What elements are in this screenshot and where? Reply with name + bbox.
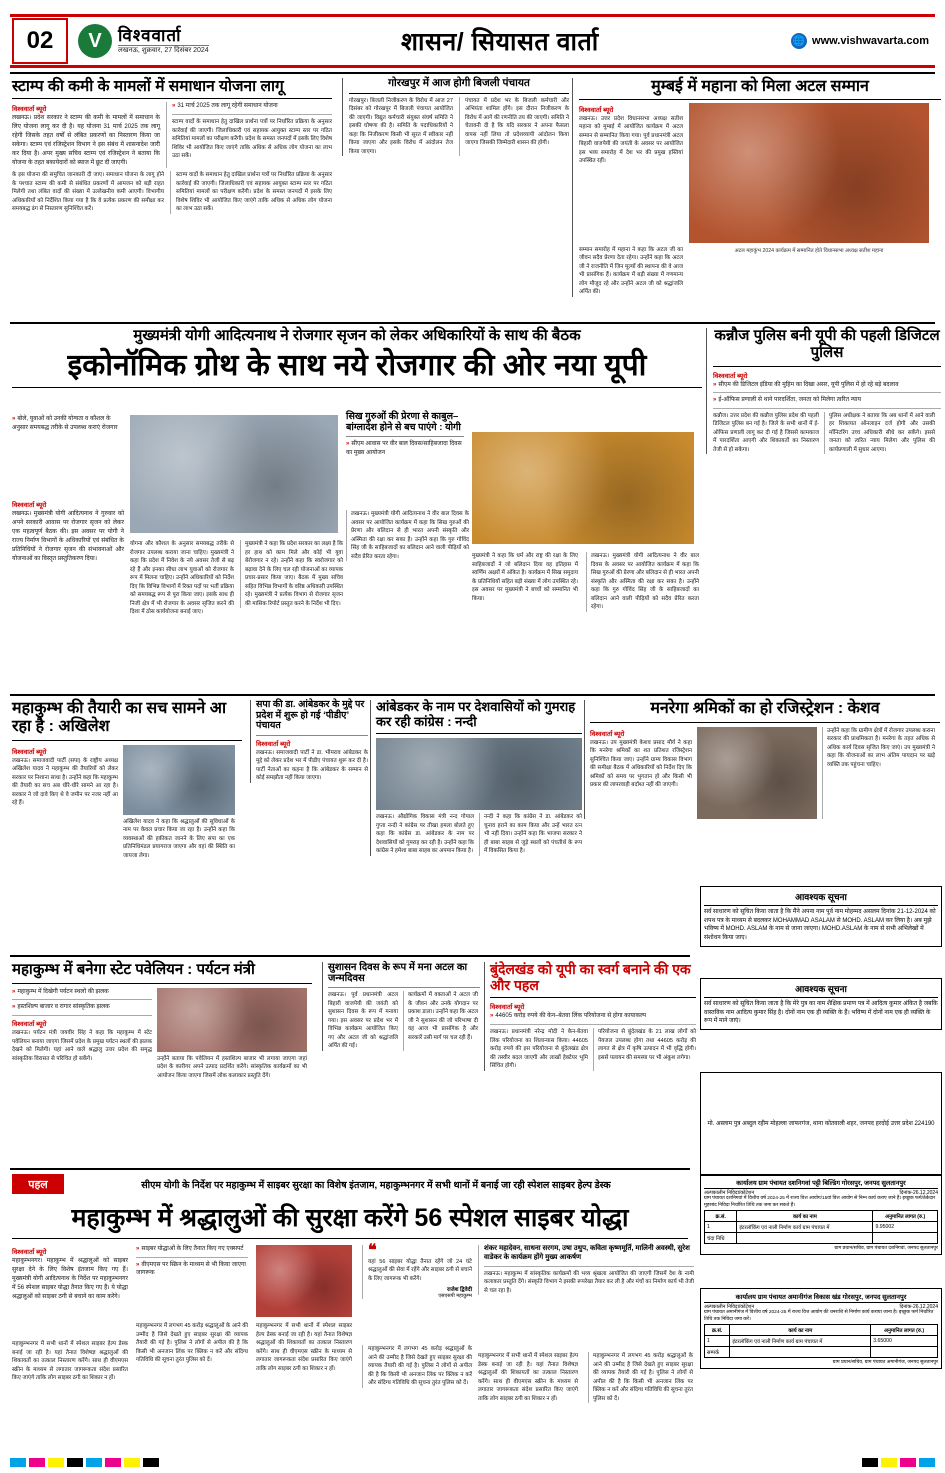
table-row [705,1346,938,1357]
body-col: महाकुम्भनगर में लगभग 45 करोड़ श्रद्धालुओं के आने की उम्मीद है जिसे देखते हुए साइबर सुरक्षा की व्यापक तैयारी की गई है। पुलिस ने लोगों से अपील की है कि किसी भी अनजान लिंक पर क्लिक न करें और संदिग्ध गतिविधि की सूचना तुरंत पुलिस को दें। [588,1352,693,1403]
masthead [10,14,935,68]
photo-pavilion [157,988,307,1052]
story-gorakhpur [342,78,569,156]
kicker-text: सीएम योगी के निर्देश पर महाकुम्भ में साइबर सुरक्षा का विशेष इंतजाम, महाकुम्भनगर में सभी थानों में बनाई जा रही स्पेशल साइबर हेल्प डेस्क [141,1179,611,1191]
photo-caption: अटल महाकुंभ 2024 कार्यक्रम में सम्मानित होते विधानसभा अध्यक्ष सतीश महाना [734,247,884,254]
logo-icon: V [78,24,112,58]
body-col: स्टाम्प वादों के समाधान हेतु दाखिल प्रार्थना पत्रों पर निर्धारित प्रक्रिया के अनुसार कार्रवाई की जाएगी। जिलाधिकारी एवं सहायक आयुक्त स्टाम्प स्तर पर गठित समितियां मामलों का परीक्षण करेंगी। प्रदेश के समस्त जनपदों में इसके लिए विशेष शिविर भी आयोजित किए जाएंगे ताकि अधिक से अधिक लोग योजना का लाभ उठा सकें। [170,171,332,214]
tender-cell: इंटरलॉकिंग एवं नाली निर्माण कार्य ग्राम पंचायत में [730,1335,871,1346]
website-url: www.vishwavarta.com [812,35,929,47]
cyber-kicker-band [12,1174,688,1194]
tender-cell: 1 [705,1335,730,1346]
photo-sikh [472,432,694,544]
lead-paragraph: लखनऊ। मुख्यमंत्री योगी आदित्यनाथ ने गुरुवार को अपने सरकारी आवास पर रोजगार सृजन को लेकर एक महत्वपूर्ण बैठक की। इस अवसर पर योगी ने राज्य निर्माण विभागों के अधिकारियों एवं संबंधित के प्रतिनिधियों ने रोजगार सृजन की संभावनाओं और योजनाओं का विस्तृत प्रस्तुतिकरण दिया। [12,511,124,562]
byline: विश्ववार्ता ब्यूरो [490,1004,525,1012]
notice-body: सर्व साधारण को सूचित किया जाता है कि मेरे पुत्र का नाम शैक्षिक प्रमाण पत्र में आदित्य कुमार अंकित है जबकि वास्तविक नाम आदित्य कुमार सिंह है। दोनों नाम एक ही व्यक्ति के हैं। भविष्य में दोनों नाम एक ही व्यक्ति के रूप में माने जाएं। [704,1001,938,1025]
story-mumbai [572,78,941,297]
bullet-item: » ई-ऑफिस प्रणाली से थाने पारदर्शिता, जनता को मिलेगा त्वरित न्याय [713,397,861,404]
table-row [705,1221,938,1232]
photo-cm-meeting [130,415,338,533]
story-pavilion [12,962,312,1080]
story-sikh [346,412,464,458]
bullet-item: » सीएम की डिजिटल इंडिया की मुहिम का दिखा असर, यूपी पुलिस में हो रहे बड़े बदलाव [713,381,899,388]
headline: स्टाम्प की कमी के मामलों में समाधान योजना लागू [12,78,284,95]
body-col: लखनऊ। पूर्व प्रधानमंत्री अटल बिहारी वाजपेयी की जयंती को सुशासन दिवस के रूप में मनाया गया। इस अवसर पर प्रदेश भर में विभिन्न कार्यक्रम आयोजित किए गए और अटल जी को श्रद्धांजलि अर्पित की गई। [328,992,398,1050]
cm-byline-block [12,498,124,564]
byline: विश्ववार्ता ब्यूरो [579,106,614,114]
headline: महाकुम्भ की तैयारी का सच सामने आ रहा है : अखिलेश [12,700,227,735]
photo-akhilesh [123,745,235,815]
tender-footer-label: सम्पर्क [705,1346,730,1357]
tender-sign: ग्राम प्रधान/सचिव, ग्राम पंचायत अमानीगंज, जनपद सुलतानपुर [832,1359,938,1365]
table-row [705,1232,938,1243]
body-col: महाकुम्भनगर में लगभग 45 करोड़ श्रद्धालुओं के आने की उम्मीद है जिसे देखते हुए साइबर सुरक्षा की व्यापक तैयारी की गई है। पुलिस ने लोगों से अपील की है कि किसी भी अनजान लिंक पर क्लिक न करें और संदिग्ध गतिविधि की सूचना तुरंत पुलिस को दें। [362,1345,472,1388]
tender-sign: ग्राम प्रधान/सचिव, ग्राम पंचायत दशनिगवां, जनपद सुलतानपुर [834,1245,938,1251]
cyber-quote [362,1242,472,1300]
page-number: 02 [12,18,68,64]
byline: विश्ववार्ता ब्यूरो [713,372,748,380]
body-col: सम्मान समारोह में महाना ने कहा कि अटल जी का जीवन सदैव प्रेरणा देता रहेगा। उन्होंने कहा कि अटल जी ने राजनीति में जिन मूल्यों की स्थापना की वे आज भी प्रासंगिक हैं। कार्यक्रम में बड़ी संख्या में गणमान्य लोग मौजूद रहे और उन्होंने अटल जी को श्रद्धांजलि अर्पित की। [579,246,683,296]
tender-col: क्र.सं. [705,1324,730,1335]
lead-paragraph: महाकुम्भनगर। महाकुम्भ में श्रद्धालुओं को साइबर सुरक्षा देने के लिए विशेष इंतजाम किए गए हैं। मुख्यमंत्री योगी आदित्यनाथ के निर्देश पर महाकुम्भनगर में 56 स्पेशल साइबर योद्धा तैनात किए गए हैं। ये योद्धा श्रद्धालुओं को साइबर ठगी से बचाने का काम करेंगे। [12,1258,128,1300]
sidebar-headline: शंकर महादेवन, साधना सरगम, उषा उथुप, कविता कृष्णमूर्ति, मालिनी अवस्थी, सुरेश वाडेकर के कार्यक्रम होंगे मुख्य आकर्षण [484,1245,690,1261]
bullet-item: » सीएम आवास पर वीर बाल दिवस/साहिबजादा दिवस का मुख्य आयोजन [346,441,462,456]
color-registration-bar [10,1458,159,1467]
cyber-sidebar [478,1245,694,1295]
byline: विश्ववार्ता ब्यूरो [256,740,291,748]
cm-bullets [12,415,124,432]
table-row [705,1335,938,1346]
tender-col: अनुमानित लागत (रु.) [871,1324,938,1335]
tender-box-1 [700,1174,942,1255]
body-col: मुख्यमंत्री ने कहा कि प्रदेश सरकार का लक्ष्य है कि हर हाथ को काम मिले और कोई भी युवा बेरोजगार न रहे। उन्होंने कहा कि स्वरोजगार को बढ़ावा देने के लिए चल रही योजनाओं का व्यापक प्रचार-प्रसार किया जाए। बैठक में मुख्य सचिव सहित विभिन्न विभागों के वरिष्ठ अधिकारी उपस्थित रहे। मुख्यमंत्री ने प्रत्येक विभाग से रोजगार सृजन की मासिक रिपोर्ट प्रस्तुत करने के निर्देश भी दिए। [240,540,343,608]
byline: विश्ववार्ता ब्यूरो [12,1249,47,1256]
globe-icon: 🌐 [791,33,807,49]
tender-table [704,1324,938,1358]
notice-seal [700,1072,942,1176]
body-col: कन्नौज। उत्तर प्रदेश की कन्नौज पुलिस प्रदेश की पहली डिजिटल पुलिस बन गई है। जिले के सभी थानों में ई-ऑफिस प्रणाली लागू कर दी गई है जिससे कामकाज में पारदर्शिता आएगी और शिकायतों का निस्तारण तेजी से हो सकेगा। [713,412,819,453]
body-col: लखनऊ। समाजवादी पार्टी ने डा. भीमराव आंबेडकर के मुद्दे को लेकर प्रदेश भर में पीडीए पंचायत शुरू कर दी है। पार्टी नेताओं का कहना है कि आंबेडकर के सम्मान से कोई समझौता नहीं किया जाएगा। [256,749,368,782]
body-col: लखनऊ। मुख्यमंत्री योगी आदित्यनाथ ने वीर बाल दिवस के अवसर पर आयोजित कार्यक्रम में कहा कि सिख गुरुओं की प्रेरणा और बलिदान से ही भारत अपनी संस्कृति और अस्मिता की रक्षा कर सका है। उन्होंने कहा कि गुरु गोविंद सिंह जी के साहिबजादों का बलिदान आने वाली पीढ़ियों को सदैव प्रेरित करता रहेगा। [586,552,699,612]
body-col: नन्दी ने कहा कि कांग्रेस ने डा. आंबेडकर को चुनाव हराने का काम किया और उन्हें भारत रत्न भी नहीं दिया। उन्होंने कहा कि भाजपा सरकार ने ही बाबा साहब से जुड़े स्थलों को पंचतीर्थ के रूप में विकसित किया है। [479,813,582,856]
bullet-item: » महाकुम्भ में दिखेगी पर्यटन स्थलों की झलक [12,988,109,995]
lead-paragraph: लखनऊ। प्रदेश सरकार ने स्टाम्प की कमी के मामलों में समाधान के लिए योजना लागू कर दी है। यह योजना 31 मार्च 2025 तक लागू रहेगी जिसके तहत वर्षों से लंबित प्रकरणों का निस्तारण किया जा सकेगा। स्टाम्प एवं रजिस्ट्रेशन विभाग ने इस संबंध में शासनादेश जारी कर दिया है। अपर मुख्य सचिव स्टाम्प एवं रजिस्ट्रेशन ने बताया कि योजना के तहत बकायेदारों को ब्याज में छूट दी जाएगी। [12,115,160,167]
tender-cell: 9.95002 [873,1221,938,1232]
tender-subheader: अल्पकालीन निविदा/कोटेशन [704,1190,755,1196]
story-susashan [322,962,480,1051]
tender-date: दिनांक-26.12.2024 [899,1190,938,1196]
tender-footer-label: चंदा निधि [705,1232,737,1243]
body-col: लखनऊ। समाजवादी पार्टी (सपा) के राष्ट्रीय अध्यक्ष अखिलेश यादव ने महाकुम्भ की तैयारियों को लेकर सरकार पर निशाना साधा है। उन्होंने कहा कि महाकुम्भ की तैयारी का सच अब धीरे-धीरे सामने आ रहा है। सरकार ने जो दावे किए थे वे जमीन पर नजर नहीं आ रहे हैं। [12,757,118,807]
tender-col: क्र.सं. [705,1210,737,1221]
headline: मुम्बई में महाना को मिला अटल सम्मान [651,78,869,95]
body-col: लखनऊ। महाकुम्भ में सांस्कृतिक कार्यक्रमों की भव्य श्रृंखला आयोजित की जाएगी जिसमें देश के नामी कलाकार प्रस्तुति देंगे। संस्कृति विभाग ने इसकी रूपरेखा तैयार कर ली है और मंचों का निर्माण कार्य भी तेजी से चल रहा है। [484,1270,694,1294]
notice-seal-text: मो. अस्लाम पुत्र अब्दुल रहीम मोहल्ला जाफरगंज, थाना कोतवाली शहर, जनपद हरदोई उत्तर प्रदेश 224190 [707,1120,935,1127]
bullet-item: » वीएमएस पर स्क्रिन के माध्यम से भी किया जाएगा जागरूक [136,1261,246,1277]
byline: विश्ववार्ता ब्यूरो [12,748,47,756]
tender-cell: इंटरलॉकिंग एवं नाली निर्माण कार्य ग्राम पंचायत में [737,1221,873,1232]
story-kannauj [706,328,941,454]
body-col: के इस योजना की समुचित जानकारी दी जाए। समाधान योजना के लागू होने के पश्चात स्टाम्प की कमी से संबंधित प्रकरणों में आमजन को बड़ी राहत मिलेगी तथा लंबित वादों की संख्या में उल्लेखनीय कमी आएगी। विभागीय अधिकारियों को निर्देशित किया गया है कि वे प्रत्येक प्रकरण की समीक्षा कर समयबद्ध ढंग से निस्तारण सुनिश्चित करें। [12,172,164,213]
cyber-bullets [136,1245,248,1278]
section-title: शासन/ सियासत वार्ता [401,28,599,56]
tender-cell: 3.65000 [871,1335,938,1346]
tender-table [704,1210,938,1244]
headline: इकोनॉमिक ग्रोथ के साथ नये रोजगार की ओर नया यूपी [67,348,647,382]
photo-mahakumbh-logo [256,1245,352,1317]
story-nandi [370,700,582,856]
headline: बुंदेलखंड को यूपी का स्वर्ग बनाने की एक और पहल [490,961,691,993]
website-link[interactable] [791,33,929,49]
tender-col: अनुमानित लागत (रु.) [873,1210,938,1221]
headline: मनरेगा श्रमिकों का हो रजिस्ट्रेशन : केशव [650,700,880,717]
logo-name: विश्ववार्ता [118,26,182,46]
byline: विश्ववार्ता ब्यूरो [12,106,47,114]
quote-text: यहां 56 साइबर योद्धा तैनात रहेंगे जो 24 घंटे श्रद्धालुओं की सेवा में रहेंगे और साइबर ठगी से बचाने के लिए जागरूक भी करेंगे। [368,1258,472,1282]
photo-nandi [376,738,582,810]
bullet-item: » 44605 करोड़ रुपये की केन–बेतवा लिंक परियोजना से होगा कायाकल्प [490,1013,647,1020]
headline: महाकुम्भ में बनेगा स्टेट पवेलियन : पर्यटन मंत्री [12,961,255,978]
tender-cell: 1 [705,1221,737,1232]
tender-note: ग्राम पंचायत अमानीगंज में वित्तीय वर्ष 2024-25 में राज्य वित्त आयोग की धनराशि से निर्माण कार्य कराया जाना है। इच्छुक फर्म निर्धारित तिथि तक निविदा जमा करें। [704,1310,934,1322]
color-registration-bar-right [862,1458,935,1467]
headline: सपा की डा. आंबेडकर के मुद्दे पर प्रदेश में शुरू हो गई ‘पीडीए’ पंचायत [256,699,365,732]
body-col: पंचायत में प्रदेश भर के बिजली कर्मचारी और अभियंता शामिल होंगे। इस दौरान निजीकरण के विरोध में आगे की रणनीति तय की जाएगी। समिति ने चेतावनी दी है कि यदि सरकार ने अपना फैसला वापस नहीं लिया तो प्रदेशव्यापी आंदोलन किया जाएगा जिसकी जिम्मेदारी शासन की होगी। [459,97,569,157]
body-col: लखनऊ। उत्तर प्रदेश विधानसभा अध्यक्ष सतीश महाना को मुम्बई में आयोजित कार्यक्रम में अटल सम्मान से सम्मानित किया गया। पूर्व प्रधानमंत्री अटल बिहारी वाजपेयी की जयंती के अवसर पर आयोजित इस भव्य समारोह में देश भर की प्रमुख हस्तियां उपस्थित रहीं। [579,115,683,165]
story-cm-meeting [12,328,702,388]
tender-note: ग्राम पंचायत दशनिगवां में वित्तीय वर्ष 2024-25 में राज्य वित्त आयोग/15वां वित्त आयोग से निम्न कार्य कराए जाने हैं। इच्छुक फर्म/ठेकेदार मुहरबंद निविदा निर्धारित तिथि तक जमा कर सकते हैं। [704,1196,936,1208]
kicker-label: पहल [12,1174,64,1194]
body-col: लखनऊ। मुख्यमंत्री योगी आदित्यनाथ ने वीर बाल दिवस के अवसर पर आयोजित कार्यक्रम में कहा कि सिख गुरुओं की प्रेरणा और बलिदान से ही भारत अपनी संस्कृति और अस्मिता की रक्षा कर सका है। उन्होंने कहा कि गुरु गोविंद सिंह जी के साहिबजादों का बलिदान आने वाली पीढ़ियों को सदैव प्रेरित करता रहेगा। [346,510,469,561]
body-col: लखनऊ। औद्योगिक विकास मंत्री नन्द गोपाल गुप्ता नन्दी ने कांग्रेस पर तीखा हमला बोलते हुए कहा कि कांग्रेस डा. आंबेडकर के नाम पर देशवासियों को गुमराह कर रही है। उन्होंने कहा कि कांग्रेस ने हमेशा बाबा साहब का अपमान किया है। [376,814,474,855]
body-col: स्टाम्प वादों के समाधान हेतु दाखिल प्रार्थना पत्रों पर निर्धारित प्रक्रिया के अनुसार कार्रवाई की जाएगी। जिलाधिकारी एवं सहायक आयुक्त स्टाम्प स्तर पर गठित समितियां मामलों का परीक्षण करेंगी। प्रदेश के समस्त जनपदों में इसके लिए विशेष शिविर भी आयोजित किए जाएंगे ताकि अधिक से अधिक लोग योजना का लाभ उठा सकें। [172,119,332,160]
story-stamp [12,78,332,214]
body-col: महाकुम्भनगर में सभी थानों में स्पेशल साइबर हेल्प डेस्क बनाई जा रही है। यहां तैनात विशेषज्ञ श्रद्धालुओं की शिकायतों का तत्काल निस्तारण करेंगे। साथ ही वीएमएस स्क्रीन के माध्यम से लगातार जागरूकता संदेश प्रसारित किए जाएंगे ताकि लोग साइबर ठगी का शिकार न हों। [478,1353,578,1402]
body-col: लखनऊ। उप मुख्यमंत्री केशव प्रसाद मौर्य ने कहा कि मनरेगा श्रमिकों का शत प्रतिशत रजिस्ट्रेशन सुनिश्चित किया जाए। उन्होंने ग्राम्य विकास विभाग की समीक्षा बैठक में अधिकारियों को निर्देश दिए कि श्रमिकों को समय पर भुगतान हो और किसी भी प्रकार की लापरवाही बर्दाश्त नहीं की जाएगी। [590,739,692,789]
bullet-item: » साइबर योद्धाओं के लिए तैनात किए गए एक्सपर्ट [136,1246,244,1252]
quote-designation: एसएसपी महाकुम्भ [438,1293,472,1300]
story-sapa [250,700,368,783]
notice-body: सर्व साधारण को सूचित किया जाता है कि मैंने अपना नाम पूर्व नाम मोहम्मद असलम दिनांक 21-12-2024 को शपथ पत्र के माध्यम से बदलकर MOHAMMAD ASALAM से MOHD. ASLAM कर लिया है। अब मुझे भविष्य में MOHD. ASLAM के नाम से जाना जाएगा। MOHD.ASLAM के नाम से सभी अभिलेखों में संशोधन किया जाए। [704,909,936,942]
body-col: महाकुम्भनगर में सभी थानों में स्पेशल साइबर हेल्प डेस्क बनाई जा रही है। यहां तैनात विशेषज्ञ श्रद्धालुओं की शिकायतों का तत्काल निस्तारण करेंगे। साथ ही वीएमएस स्क्रीन के माध्यम से लगातार जागरूकता संदेश प्रसारित किए जाएंगे ताकि लोग साइबर ठगी का शिकार न हों। [12,1341,128,1381]
cyber-lead [12,1245,128,1302]
publication-logo [78,24,209,58]
notice-title: आवश्यक सूचना [704,890,938,906]
tender-subheader: अल्पकालीन निविदा/कोटेशन [704,1304,755,1310]
body-col: उन्होंने बताया कि पवेलियन में हस्तशिल्प बाजार भी लगाया जाएगा जहां प्रदेश के कारीगर अपने उत्पाद प्रदर्शित करेंगे। सांस्कृतिक कार्यक्रमों का भी आयोजन किया जाएगा जिसमें लोक कलाकार प्रस्तुति देंगे। [157,1055,307,1079]
tender-box-2 [700,1288,942,1369]
photo-keshav [697,727,817,819]
story-akhilesh [12,700,242,860]
headline: सिख गुरुओं की प्रेरणा से काबुल–बांग्लादेश होने से बच पाएंगे : योगी [346,411,461,433]
body-col: लखनऊ। पर्यटन मंत्री जयवीर सिंह ने कहा कि महाकुम्भ में स्टेट पवेलियन बनाया जाएगा जिसमें प्रदेश के प्रमुख पर्यटन स्थलों की झलक देखने को मिलेगी। यहां आने वाले श्रद्धालु उत्तर प्रदेश की समृद्ध सांस्कृतिक विरासत से परिचित हो सकेंगे। [12,1030,152,1062]
notice-box-2 [700,978,942,1030]
story-manrega [584,700,940,819]
byline: विश्ववार्ता ब्यूरो [590,730,625,738]
byline: विश्ववार्ता ब्यूरो [12,502,47,509]
bullet-item: » 31 मार्च 2025 तक लागू रहेगी समाधान योजना [172,103,278,110]
body-col: उन्होंने कहा कि ग्रामीण क्षेत्रों में रोजगार उपलब्ध कराना सरकार की प्राथमिकता है। मनरेगा के तहत अधिक से अधिक कार्य दिवस सृजित किए जाएं। उप मुख्यमंत्री ने कहा कि योजनाओं का लाभ अंतिम पायदान पर खड़े व्यक्ति तक पहुंचना चाहिए। [822,727,935,819]
byline: विश्ववार्ता ब्यूरो [12,1021,47,1029]
body-col: लखनऊ। प्रधानमंत्री नरेन्द्र मोदी ने केन-बेतवा लिंक परियोजना का शिलान्यास किया। 44605 करोड़ रुपये की इस परियोजना से बुंदेलखंड क्षेत्र की तस्वीर बदल जाएगी और लाखों हेक्टेयर भूमि सिंचित होगी। [490,1029,588,1070]
photo-mumbai [689,103,929,243]
body-col: पुलिस अधीक्षक ने बताया कि अब थानों में आने वाली हर शिकायत ऑनलाइन दर्ज होगी और उसकी मॉनिटरिंग उच्च अधिकारी सीधे कर सकेंगे। इससे जनता को त्वरित न्याय मिलेगा और पुलिस की कार्यप्रणाली में सुधार आएगा। [824,412,935,455]
kicker: मुख्यमंत्री योगी आदित्यनाथ ने रोजगार सृजन को लेकर अधिकारियों के साथ की बैठक [133,327,581,344]
body-col: परियोजना से बुंदेलखंड के 21 लाख लोगों को पेयजल उपलब्ध होगा तथा 44605 करोड़ की लागत से क्षेत्र में कृषि उत्पादन में भी वृद्धि होगी। इससे पलायन की समस्या पर भी अंकुश लगेगा। [593,1028,696,1071]
headline: कन्नौज पुलिस बनी यूपी की पहली डिजिटल पुलिस [714,327,940,361]
headline: सुशासन दिवस के रूप में मना अटल का जन्मदिवस [328,962,468,985]
bullet-item: » हस्तशिल्प बाजार व रागार सांस्कृतिक झलक [12,1004,110,1011]
tender-header: कार्यालय ग्राम पंचायत अमानीगंज विकास खंड गोरसपुर, जनपद सुलतानपुर [704,1292,938,1303]
logo-dateline: लखनऊ, शुक्रवार, 27 दिसंबर 2024 [118,47,209,55]
headline: आंबेडकर के नाम पर देशवासियों को गुमराह कर रही कांग्रेस : नन्दी [376,699,576,729]
cyber-headline: महाकुम्भ में श्रद्धालुओं की सुरक्षा करेंगे 56 स्पेशल साइबर योद्धा [71,1204,629,1232]
body-col: योगना और कौशल के अनुसार समयबद्ध तरीके से रोजगार उपलब्ध कराया जाना चाहिए। मुख्यमंत्री ने कहा कि प्रदेश में निवेश के नये अवसर तेजी से बढ़ रहे हैं और इनका सीधा लाभ युवाओं को रोजगार के रूप में मिलना चाहिए। उन्होंने अधिकारियों को निर्देश दिए कि विभिन्न विभागों में रिक्त पदों पर भर्ती प्रक्रिया को समयबद्ध रूप से पूरा किया जाए। इसके साथ ही निजी क्षेत्र में भी रोजगार के अवसर सृजित करने की दिशा में ठोस कार्ययोजना बनाई जाए। [130,541,234,615]
body-col: मुख्यमंत्री ने कहा कि धर्म और राष्ट्र की रक्षा के लिए साहिबजादों ने जो बलिदान दिया वह इतिहास में स्वर्णिम अक्षरों में अंकित है। कार्यक्रम में सिख समुदाय के प्रतिनिधियों सहित बड़ी संख्या में लोग उपस्थित रहे। इस अवसर पर मुख्यमंत्री ने बच्चों को सम्मानित भी किया। [472,553,578,602]
tender-col: कार्य का नाम [730,1324,871,1335]
headline: गोरखपुर में आज होगी बिजली पंचायत [388,77,530,89]
tender-date: दिनांक-26.12.2024 [899,1304,938,1310]
quote-author: राजेश द्विवेदी [446,1287,472,1294]
bullet-item: » बोले, युवाओं को उनकी योग्यता व कौशल के अनुसार समयबद्ध तरीके से उपलब्ध कराएं रोजगार [12,416,118,431]
tender-col: कार्य का नाम [737,1210,873,1221]
body-col: कार्यक्रमों में वक्ताओं ने अटल जी के जीवन और उनके योगदान पर प्रकाश डाला। उन्होंने कहा कि अटल जी ने सुशासन की जो परिभाषा दी वह आज भी प्रासंगिक है और सरकारें उसी मार्ग पर चल रही हैं। [403,991,478,1051]
body-col: गोरखपुर। बिजली निजीकरण के विरोध में आज 27 दिसंबर को गोरखपुर में बिजली पंचायत आयोजित की जाएगी। विद्युत कर्मचारी संयुक्त संघर्ष समिति ने इसकी घोषणा की है। समिति के पदाधिकारियों ने कहा कि निजीकरण किसी भी सूरत में स्वीकार नहीं किया जाएगा और इसके विरोध में आंदोलन तेज किया जाएगा। [349,97,453,155]
tender-header: कार्यालय ग्राम पंचायत दशनिगवां पट्टी बिल्डिंग गोरसपुर, जनपद सुलतानपुर [704,1178,938,1189]
quote-mark-icon: ❝ [368,1242,377,1259]
body-col: अखिलेश यादव ने कहा कि श्रद्धालुओं की सुविधाओं के नाम पर केवल प्रचार किया जा रहा है। उन्होंने कहा कि व्यवस्थाओं की हकीकत जानने के लिए सपा का एक प्रतिनिधिमंडल प्रयागराज जाएगा और वहां की स्थिति का जायजा लेगा। [123,818,235,859]
notice-title: आवश्यक सूचना [704,982,938,998]
body-col: महाकुम्भनगर में लगभग 45 करोड़ श्रद्धालुओं के आने की उम्मीद है जिसे देखते हुए साइबर सुरक्षा की व्यापक तैयारी की गई है। पुलिस ने लोगों से अपील की है कि किसी भी अनजान लिंक पर क्लिक न करें और संदिग्ध गतिविधि की सूचना तुरंत पुलिस को दें। [136,1323,248,1363]
story-bundelkhand [484,962,696,1071]
notice-box-1 [700,886,942,947]
body-col: महाकुम्भनगर में सभी थानों में स्पेशल साइबर हेल्प डेस्क बनाई जा रही है। यहां तैनात विशेषज्ञ श्रद्धालुओं की शिकायतों का तत्काल निस्तारण करेंगे। साथ ही वीएमएस स्क्रीन के माध्यम से लगातार जागरूकता संदेश प्रसारित किए जाएंगे ताकि लोग साइबर ठगी का शिकार न हों। [256,1323,352,1372]
